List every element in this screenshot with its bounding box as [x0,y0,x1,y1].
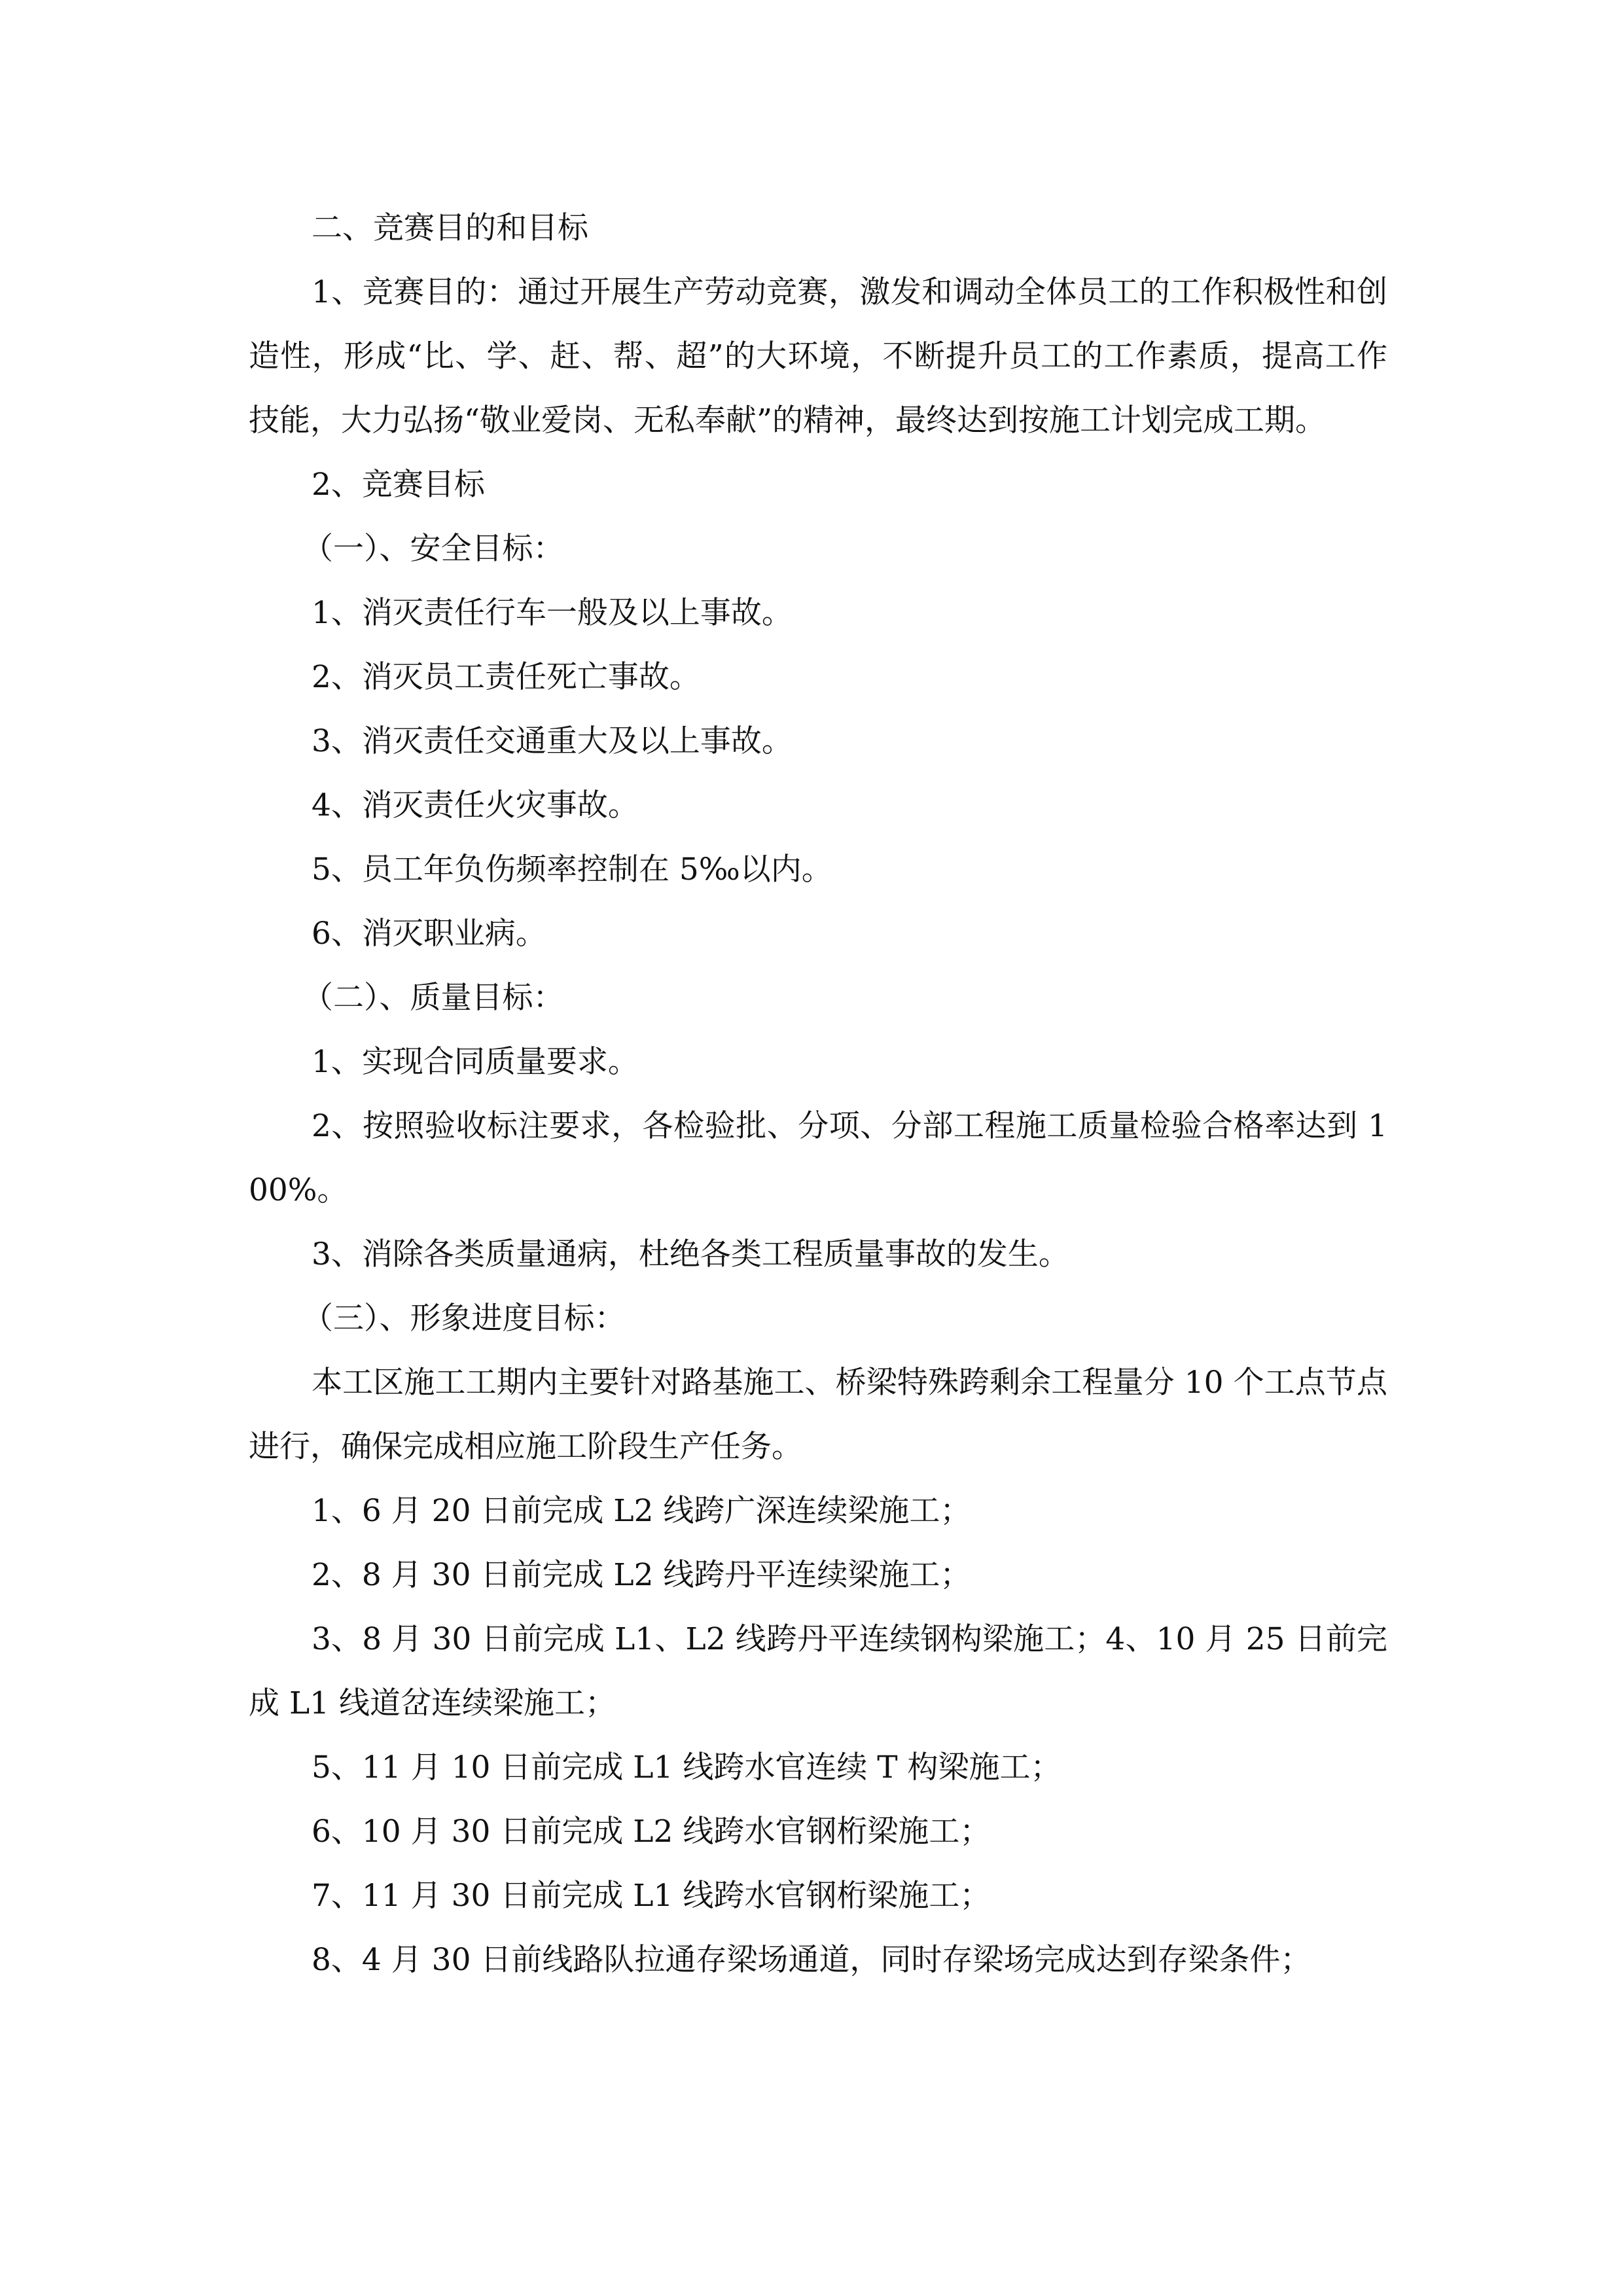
list-item: 8、4 月 30 日前线路队拉通存梁场通道，同时存梁场完成达到存梁条件； [312,1942,1311,1978]
document-body [249,196,1387,1992]
list-item: 1、消灭责任行车一般及以上事故。 [312,595,793,631]
list-item: 3、消灭责任交通重大及以上事故。 [312,723,793,759]
subsection-heading: 2、竞赛目标 [312,467,485,503]
list-item: 2、消灭员工责任死亡事故。 [312,659,700,695]
paragraph-progress-intro: 本工区施工工期内主要针对路基施工、桥梁特殊跨剩余工程量分 10 个工点节点进行，确保完成相应施工阶段生产任务。 [249,1365,1387,1465]
list-item: 6、消灭职业病。 [312,916,546,952]
list-item: 3、消除各类质量通病，杜绝各类工程质量事故的发生。 [312,1236,1069,1272]
list-item: 2、8 月 30 日前完成 L2 线跨丹平连续梁施工； [312,1557,971,1593]
list-item: 2、按照验收标注要求，各检验批、分项、分部工程施工质量检验合格率达到 100%。 [249,1108,1387,1208]
list-item: 5、员工年负伤频率控制在 5‰以内。 [312,852,832,888]
quality-goals-heading: （二）、质量目标： [302,980,564,1016]
list-item: 3、8 月 30 日前完成 L1、L2 线跨丹平连续钢构梁施工；4、10 月 25 日前完成 L1 线道岔连续梁施工； [249,1621,1387,1721]
list-item: 1、实现合同质量要求。 [312,1044,639,1080]
list-item: 1、6 月 20 日前完成 L2 线跨广深连续梁施工； [312,1493,971,1529]
list-item: 5、11 月 10 日前完成 L1 线跨水官连续 T 构梁施工； [312,1749,1061,1785]
safety-goals-heading: （一）、安全目标： [302,531,564,567]
paragraph-purpose: 1、竞赛目的：通过开展生产劳动竞赛，激发和调动全体员工的工作积极性和创造性，形成“比、学、赶、帮、超”的大环境，不断提升员工的工作素质，提高工作技能，大力弘扬“敬业爱岗、无私奉献”的精神，最终达到按施工计划完成工期。 [249,274,1387,439]
list-item: 7、11 月 30 日前完成 L1 线跨水官钢桁梁施工； [312,1878,991,1914]
list-item: 6、10 月 30 日前完成 L2 线跨水官钢桁梁施工； [312,1814,991,1850]
progress-goals-heading: （三）、形象进度目标： [302,1300,626,1336]
section-heading: 二、竞赛目的和目标 [312,210,588,246]
list-item: 4、消灭责任火灾事故。 [312,787,639,823]
